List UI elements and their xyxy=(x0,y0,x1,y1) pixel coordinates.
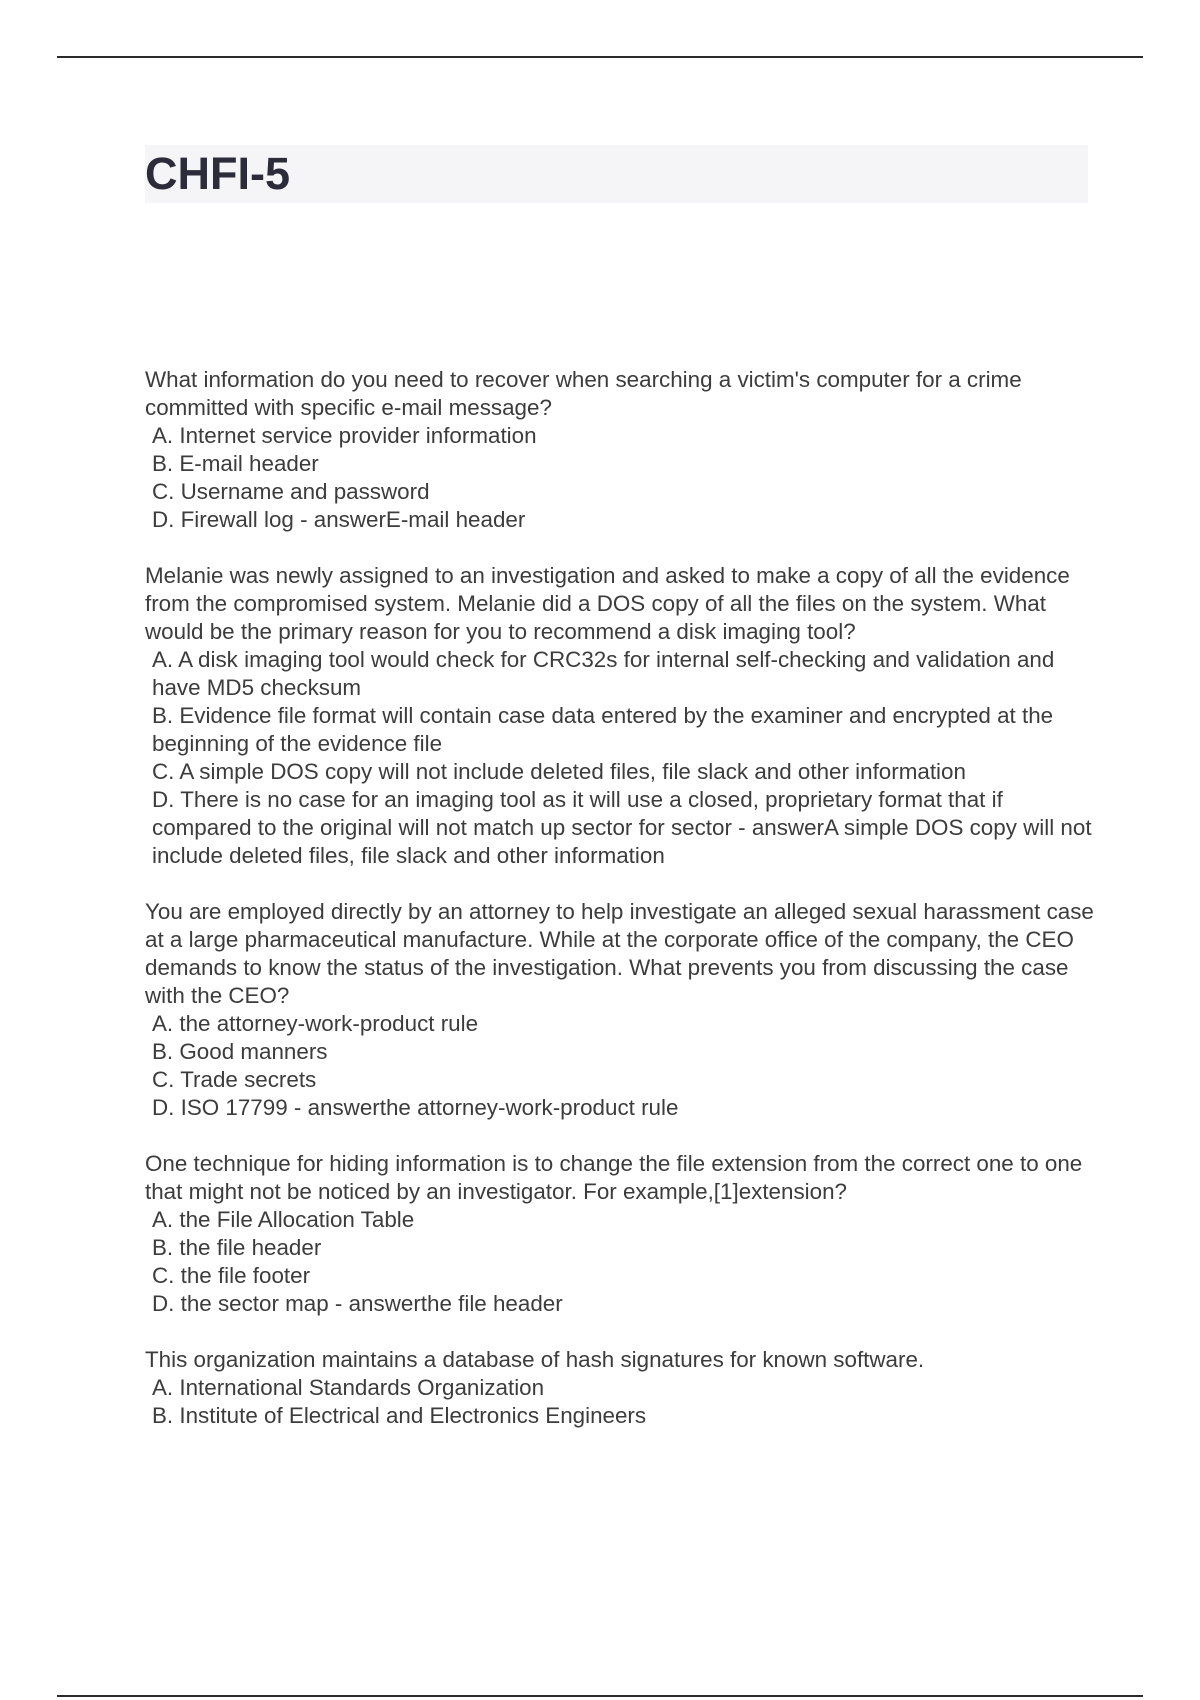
option-b: B. Evidence file format will contain case data entered by the examiner and encrypted at the beginning of the evidence file xyxy=(152,703,1054,756)
question-block-2 xyxy=(145,562,1095,870)
option-list xyxy=(145,646,1095,870)
option-c: C. Username and password xyxy=(152,479,430,504)
option-list xyxy=(145,1010,1095,1122)
option-b: B. Good manners xyxy=(152,1039,328,1064)
option-d: D. There is no case for an imaging tool as it will use a closed, proprietary format that if compared to the original will not match up sector for sector - answerA simple DOS copy will not include deleted files, file slack and other information xyxy=(152,787,1092,868)
option-b: B. Institute of Electrical and Electronics Engineers xyxy=(152,1403,647,1428)
question-list xyxy=(145,366,1095,1458)
question-text: This organization maintains a database of hash signatures for known software. xyxy=(145,1347,925,1372)
option-a: A. the File Allocation Table xyxy=(152,1207,415,1232)
option-c: C. the file footer xyxy=(152,1263,311,1288)
question-block-1 xyxy=(145,366,1095,534)
question-block-4 xyxy=(145,1150,1095,1318)
option-list xyxy=(145,1206,1095,1318)
bottom-rule xyxy=(57,1695,1143,1697)
option-c: C. Trade secrets xyxy=(152,1067,317,1092)
question-text: You are employed directly by an attorney to help investigate an alleged sexual harassment case at a large pharmaceutical manufacture. While at the corporate office of the company, the CEO demands to know the status of the investigation. What prevents you from discussing the case with the CEO? xyxy=(145,899,1094,1008)
option-d: D. Firewall log - answerE-mail header xyxy=(152,507,526,532)
top-rule xyxy=(57,56,1143,58)
option-c: C. A simple DOS copy will not include deleted files, file slack and other information xyxy=(152,759,966,784)
question-text: Melanie was newly assigned to an investigation and asked to make a copy of all the evidence from the compromised system. Melanie did a DOS copy of all the files on the system. What would be the primary reason for you to recommend a disk imaging tool? xyxy=(145,563,1070,644)
option-a: A. International Standards Organization xyxy=(152,1375,545,1400)
option-a: A. the attorney-work-product rule xyxy=(152,1011,479,1036)
option-list xyxy=(145,422,1095,534)
document-title: CHFI-5 xyxy=(145,148,290,199)
question-block-3 xyxy=(145,898,1095,1122)
question-block-5 xyxy=(145,1346,1095,1430)
option-d: D. the sector map - answerthe file header xyxy=(152,1291,563,1316)
option-b: B. E-mail header xyxy=(152,451,319,476)
option-d: D. ISO 17799 - answerthe attorney-work-product rule xyxy=(152,1095,679,1120)
option-a: A. Internet service provider information xyxy=(152,423,537,448)
question-text: One technique for hiding information is to change the file extension from the correct one to one that might not be noticed by an investigator. For example,[1]extension? xyxy=(145,1151,1083,1204)
option-list xyxy=(145,1374,1095,1430)
option-b: B. the file header xyxy=(152,1235,322,1260)
option-a: A. A disk imaging tool would check for CRC32s for internal self-checking and validation and have MD5 checksum xyxy=(152,647,1055,700)
question-text: What information do you need to recover when searching a victim's computer for a crime committed with specific e-mail message? xyxy=(145,367,1022,420)
